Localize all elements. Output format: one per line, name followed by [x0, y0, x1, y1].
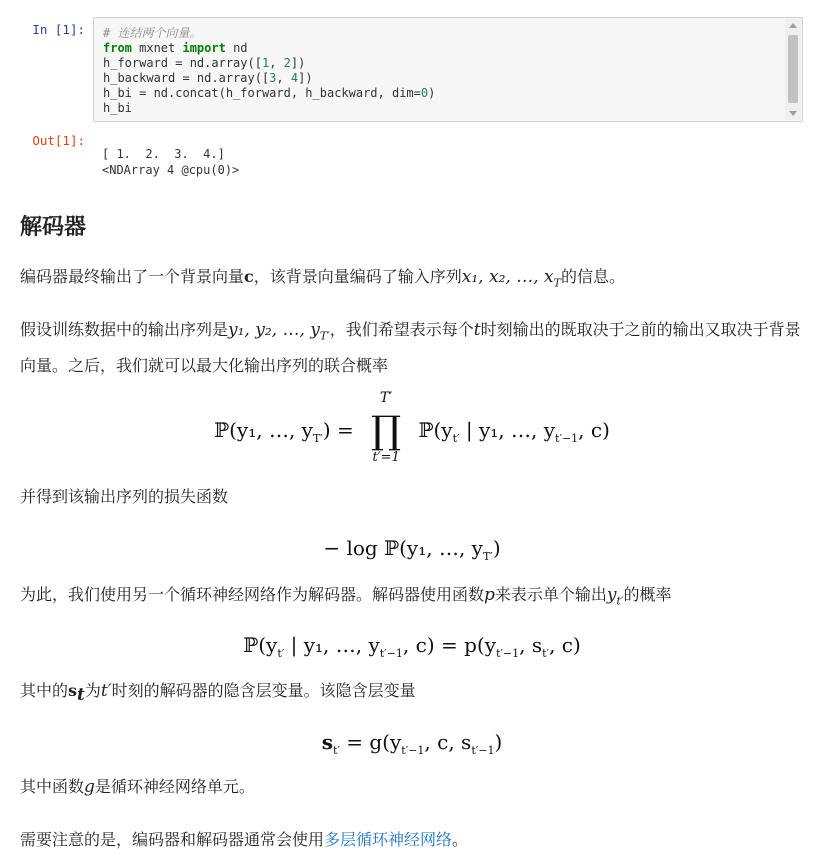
text: 的信息。: [560, 267, 625, 286]
code-token: nd: [225, 41, 248, 55]
equation-loss: − log ℙ(y₁, …, $y_{T'}$): [323, 536, 501, 563]
paragraph-6: [20, 772, 810, 802]
code-token: h_bi: [103, 101, 132, 115]
code-token: ,: [269, 56, 284, 70]
code-comment: # 连结两个向量。: [103, 26, 202, 40]
code-number: 3: [269, 71, 277, 85]
code-number: 4: [290, 71, 299, 85]
code-scrollbar[interactable]: [785, 19, 801, 120]
math-y-seq: y₁, y₂, …, $y_{T'}$: [228, 320, 330, 343]
text: 是循环神经网络单元。: [94, 777, 255, 796]
output-prompt: Out[1]:: [32, 133, 85, 148]
code-editor[interactable]: [93, 17, 803, 122]
code-token: ): [428, 86, 436, 100]
text: ，该背景向量编码了输入序列: [253, 267, 462, 286]
math-c: c: [244, 267, 254, 286]
scrollbar-thumb[interactable]: [788, 35, 798, 103]
equation-decoder-probability: $ℙ(y_{t'}$ | y₁, …, $y_{t'-1}$, $c) = p(y_{t'-1}$, $s_{t'}$, c): [243, 633, 581, 660]
code-token: h_bi = nd.concat(h_forward, h_backward, dim=: [103, 86, 421, 100]
paragraph-7: [20, 825, 810, 855]
input-cell: [0, 0, 824, 125]
code-token: ,: [276, 71, 291, 85]
code-number: 2: [283, 56, 291, 70]
math-t-prime: t′: [100, 681, 112, 701]
paragraph-1: [20, 262, 810, 298]
code-number: 0: [420, 86, 429, 100]
text: ，我们希望表示每个: [329, 320, 474, 339]
code-text[interactable]: [103, 26, 435, 116]
text: 假设训练数据中的输出序列是: [20, 320, 229, 339]
output-text: [102, 146, 239, 178]
text: 的概率: [623, 585, 672, 604]
section-heading: 解码器: [20, 215, 87, 240]
scroll-up-arrow-icon[interactable]: [789, 23, 797, 28]
code-token: h_backward = nd.array([: [103, 71, 270, 85]
math-s-t: $s_t$: [68, 681, 85, 706]
paragraph-5: [20, 676, 810, 710]
text: 时刻输出的既取决于之前的输出又取决于背景向量。之后，我们就可以最大化输出序列的联合概率: [20, 320, 801, 376]
math-y-tprime: $y_{t'}$: [606, 585, 624, 608]
code-token: ]): [290, 56, 306, 70]
output-line: <NDArray 4 @cpu(0)>: [102, 163, 240, 177]
text: 编码器最终输出了一个背景向量: [20, 267, 245, 286]
text: 需要注意的是，编码器和解码器通常会使用: [20, 830, 325, 849]
paragraph-4: [20, 580, 810, 616]
math-x-seq: x₁, x₂, …, $x_T$: [461, 267, 561, 290]
keyword-from: from: [103, 41, 132, 55]
multilayer-rnn-link[interactable]: 多层循环神经网络: [324, 830, 453, 849]
equation-hidden-state: $s_{t'} = g(y_{t'-1}$, c, $s_{t'-1}$): [321, 730, 503, 757]
text: 其中函数: [20, 777, 85, 796]
code-number: 1: [261, 56, 270, 70]
math-g: g: [84, 777, 95, 797]
output-line: [ 1. 2. 3. 4.]: [102, 147, 225, 161]
code-token: h_forward = nd.array([: [103, 56, 262, 70]
code-token: ]): [298, 71, 313, 85]
keyword-import: import: [182, 41, 226, 55]
text: 时刻的解码器的隐含层变量。该隐含层变量: [111, 681, 416, 700]
text: 。: [452, 830, 469, 849]
text: 其中的: [20, 681, 69, 700]
math-p: p: [484, 585, 495, 605]
code-token: mxnet: [131, 41, 183, 55]
text: 为: [84, 681, 101, 700]
input-prompt: In [1]:: [32, 22, 85, 37]
text: 为此，我们使用另一个循环神经网络作为解码器。解码器使用函数: [20, 585, 485, 604]
math-t: t: [473, 320, 481, 340]
scroll-down-arrow-icon[interactable]: [789, 111, 797, 116]
equation-joint-probability: ℙ(y₁, …, $y_{T'}$) = T′ ∏ t′=1 $ℙ(y_{t'}$ | y₁, …, $y_{t'-1}$, c): [214, 390, 610, 465]
paragraph-2: [20, 315, 810, 381]
text: 来表示单个输出: [494, 585, 607, 604]
product-symbol: T′ ∏ t′=1: [370, 390, 402, 465]
paragraph-3: 并得到该输出序列的损失函数: [20, 487, 229, 506]
